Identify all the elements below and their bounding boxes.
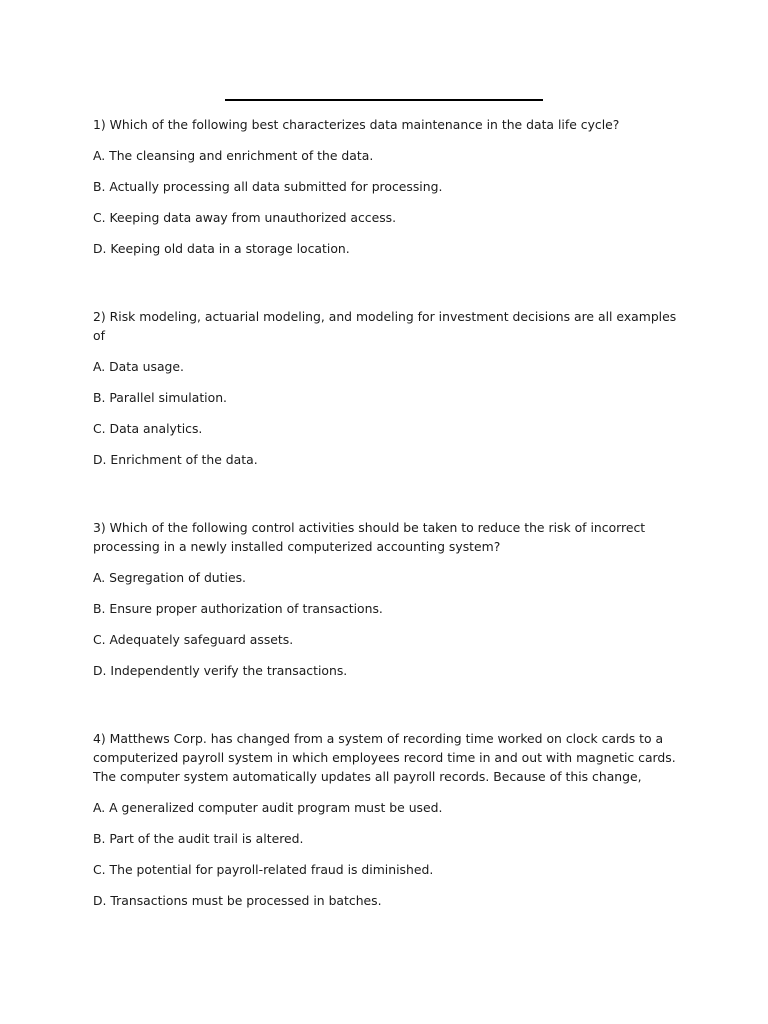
- answer-option-d: D. Keeping old data in a storage location.: [93, 241, 350, 256]
- answer-option-c: C. Data analytics.: [93, 421, 203, 436]
- question-text: 2) Risk modeling, actuarial modeling, and modeling for investment decisions are all examples of: [93, 309, 677, 343]
- question-3: [93, 518, 683, 680]
- question-4: [93, 729, 683, 910]
- answer-option-c: C. The potential for payroll-related fraud is diminished.: [93, 862, 434, 877]
- question-1: [93, 115, 683, 258]
- answer-option-a: A. Segregation of duties.: [93, 570, 246, 585]
- question-text: 4) Matthews Corp. has changed from a system of recording time worked on clock cards to a computerized payroll system in which employees record time in and out with magnetic cards. The computer system automatically updates all payroll records. Because of this change,: [93, 731, 676, 784]
- answer-option-b: B. Ensure proper authorization of transactions.: [93, 601, 383, 616]
- answer-option-d: D. Enrichment of the data.: [93, 452, 258, 467]
- title-underline: [225, 99, 543, 101]
- answer-option-a: A. A generalized computer audit program must be used.: [93, 800, 443, 815]
- answer-option-b: B. Part of the audit trail is altered.: [93, 831, 304, 846]
- question-text: 3) Which of the following control activities should be taken to reduce the risk of incorrect processing in a newly installed computerized accounting system?: [93, 520, 646, 554]
- answer-option-c: C. Keeping data away from unauthorized access.: [93, 210, 397, 225]
- answer-option-b: B. Actually processing all data submitted for processing.: [93, 179, 443, 194]
- answer-option-a: A. Data usage.: [93, 359, 184, 374]
- question-text: 1) Which of the following best characterizes data maintenance in the data life cycle?: [93, 117, 620, 132]
- answer-option-c: C. Adequately safeguard assets.: [93, 632, 294, 647]
- answer-option-a: A. The cleansing and enrichment of the data.: [93, 148, 374, 163]
- answer-option-d: D. Transactions must be processed in batches.: [93, 893, 382, 908]
- answer-option-d: D. Independently verify the transactions.: [93, 663, 348, 678]
- question-list: [93, 115, 683, 910]
- answer-option-b: B. Parallel simulation.: [93, 390, 227, 405]
- question-2: [93, 307, 683, 469]
